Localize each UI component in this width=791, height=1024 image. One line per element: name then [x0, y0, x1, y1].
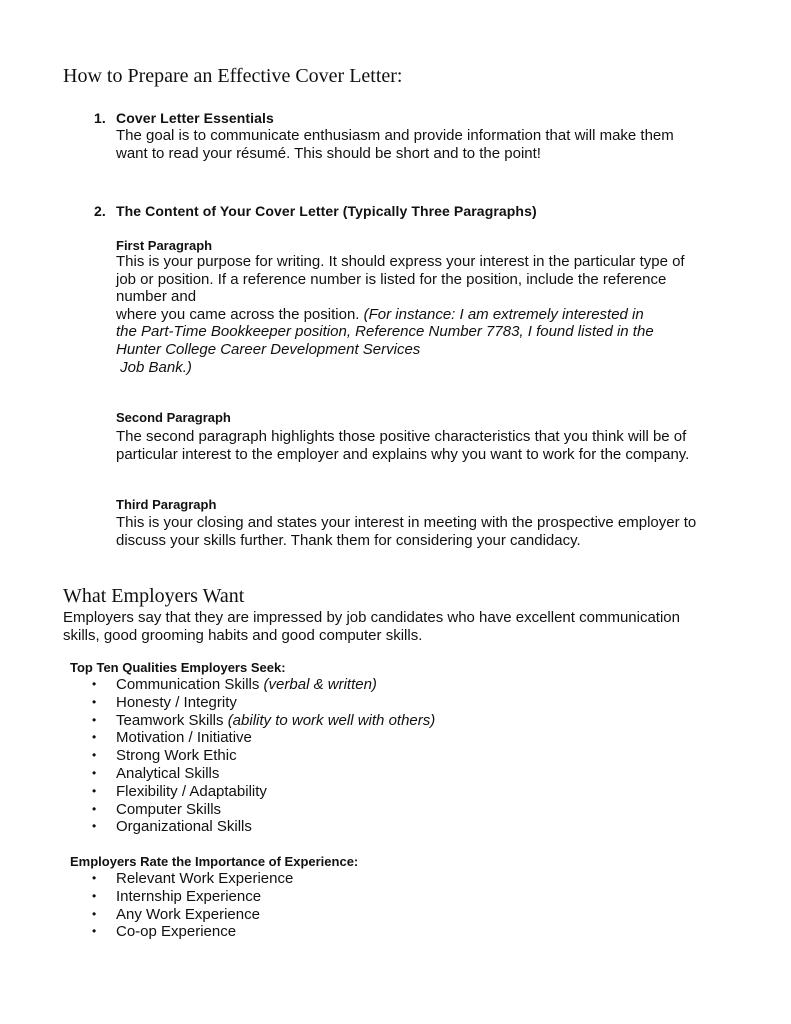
- body-line: want to read your résumé. This should be short and to the point!: [116, 144, 541, 162]
- body-line: This is your purpose for writing. It should express your interest in the particular type of: [116, 253, 685, 270]
- body-line: The goal is to communicate enthusiasm and provide information that will make them: [116, 127, 674, 144]
- employers-intro: [63, 609, 743, 644]
- first-paragraph-body: [116, 253, 736, 376]
- section-number: 2.: [94, 203, 106, 219]
- experience-heading: Employers Rate the Importance of Experience:: [70, 854, 359, 869]
- quality-text: Communication Skills: [116, 676, 264, 693]
- third-paragraph-body: [116, 514, 736, 549]
- section-heading-text: Cover Letter Essentials: [116, 110, 274, 126]
- section-heading-essentials: [94, 110, 274, 126]
- bullet-icon: •: [92, 888, 97, 903]
- quality-note: (verbal & written): [263, 676, 377, 693]
- list-item: [0, 923, 600, 941]
- body-line: number and: [116, 288, 197, 306]
- body-text-plain: where you came across the position.: [116, 305, 364, 323]
- quality-text: Flexibility / Adaptability: [116, 782, 267, 800]
- quality-text: Honesty / Integrity: [116, 693, 237, 711]
- example-text: (For instance: I am extremely interested in: [363, 305, 644, 323]
- list-item: [0, 676, 600, 694]
- quality-text: Organizational Skills: [116, 818, 252, 836]
- bullet-icon: •: [92, 924, 97, 939]
- qualities-list: [0, 676, 600, 836]
- second-paragraph-heading: Second Paragraph: [116, 410, 231, 425]
- bullet-icon: •: [92, 819, 97, 834]
- list-item: [0, 729, 600, 747]
- experience-text: Any Work Experience: [116, 905, 260, 923]
- experience-list: [0, 870, 600, 941]
- quality-text: Teamwork Skills: [116, 711, 228, 729]
- bullet-icon: •: [92, 712, 97, 727]
- list-item: [0, 870, 600, 888]
- example-line: the Part-Time Bookkeeper position, Reference Number 7783, I found listed in the: [116, 323, 654, 341]
- section-number: 1.: [94, 110, 106, 126]
- body-line: skills, good grooming habits and good computer skills.: [63, 626, 423, 644]
- body-line: Employers say that they are impressed by job candidates who have excellent communication: [63, 609, 680, 626]
- list-item: [0, 694, 600, 712]
- body-line: discuss your skills further. Thank them for considering your candidacy.: [116, 531, 581, 549]
- bullet-icon: •: [92, 906, 97, 921]
- second-paragraph-body: [116, 428, 736, 463]
- bullet-icon: •: [92, 871, 97, 885]
- list-item: [0, 906, 600, 924]
- list-item: [0, 888, 600, 906]
- bullet-icon: •: [92, 730, 97, 745]
- bullet-icon: •: [92, 677, 97, 691]
- quality-note: (ability to work well with others): [227, 711, 436, 729]
- first-paragraph-heading: First Paragraph: [116, 238, 213, 253]
- qualities-heading: Top Ten Qualities Employers Seek:: [70, 660, 286, 675]
- experience-text: Internship Experience: [116, 887, 262, 905]
- body-line: particular interest to the employer and explains why you want to work for the company.: [116, 445, 690, 463]
- bullet-icon: •: [92, 748, 97, 763]
- quality-text: Analytical Skills: [116, 764, 220, 782]
- employers-section-title: What Employers Want: [63, 585, 245, 607]
- list-item: [0, 818, 600, 836]
- bullet-icon: •: [92, 801, 97, 816]
- quality-text: Motivation / Initiative: [116, 729, 252, 747]
- body-line: This is your closing and states your interest in meeting with the prospective employer to: [116, 514, 697, 531]
- list-item: [0, 712, 600, 730]
- bullet-icon: •: [92, 765, 97, 780]
- list-item: [0, 801, 600, 819]
- body-line: The second paragraph highlights those positive characteristics that you think will be of: [116, 428, 687, 445]
- list-item: [0, 783, 600, 801]
- body-line-mixed: [116, 306, 736, 324]
- quality-text: Computer Skills: [116, 800, 222, 818]
- body-line: job or position. If a reference number is listed for the position, include the reference: [116, 270, 667, 288]
- list-item: [0, 747, 600, 765]
- section-heading-content: [94, 203, 537, 219]
- experience-text: Relevant Work Experience: [116, 870, 294, 887]
- essentials-body: [116, 127, 736, 162]
- example-line: Job Bank.): [116, 358, 192, 376]
- example-line: Hunter College Career Development Services: [116, 340, 421, 358]
- page-title: How to Prepare an Effective Cover Letter:: [63, 65, 403, 87]
- section-heading-text: The Content of Your Cover Letter (Typically Three Paragraphs): [116, 203, 537, 219]
- experience-text: Co-op Experience: [116, 923, 237, 941]
- third-paragraph-heading: Third Paragraph: [116, 497, 217, 512]
- bullet-icon: •: [92, 783, 97, 798]
- list-item: [0, 765, 600, 783]
- quality-text: Strong Work Ethic: [116, 747, 237, 765]
- bullet-icon: •: [92, 694, 97, 709]
